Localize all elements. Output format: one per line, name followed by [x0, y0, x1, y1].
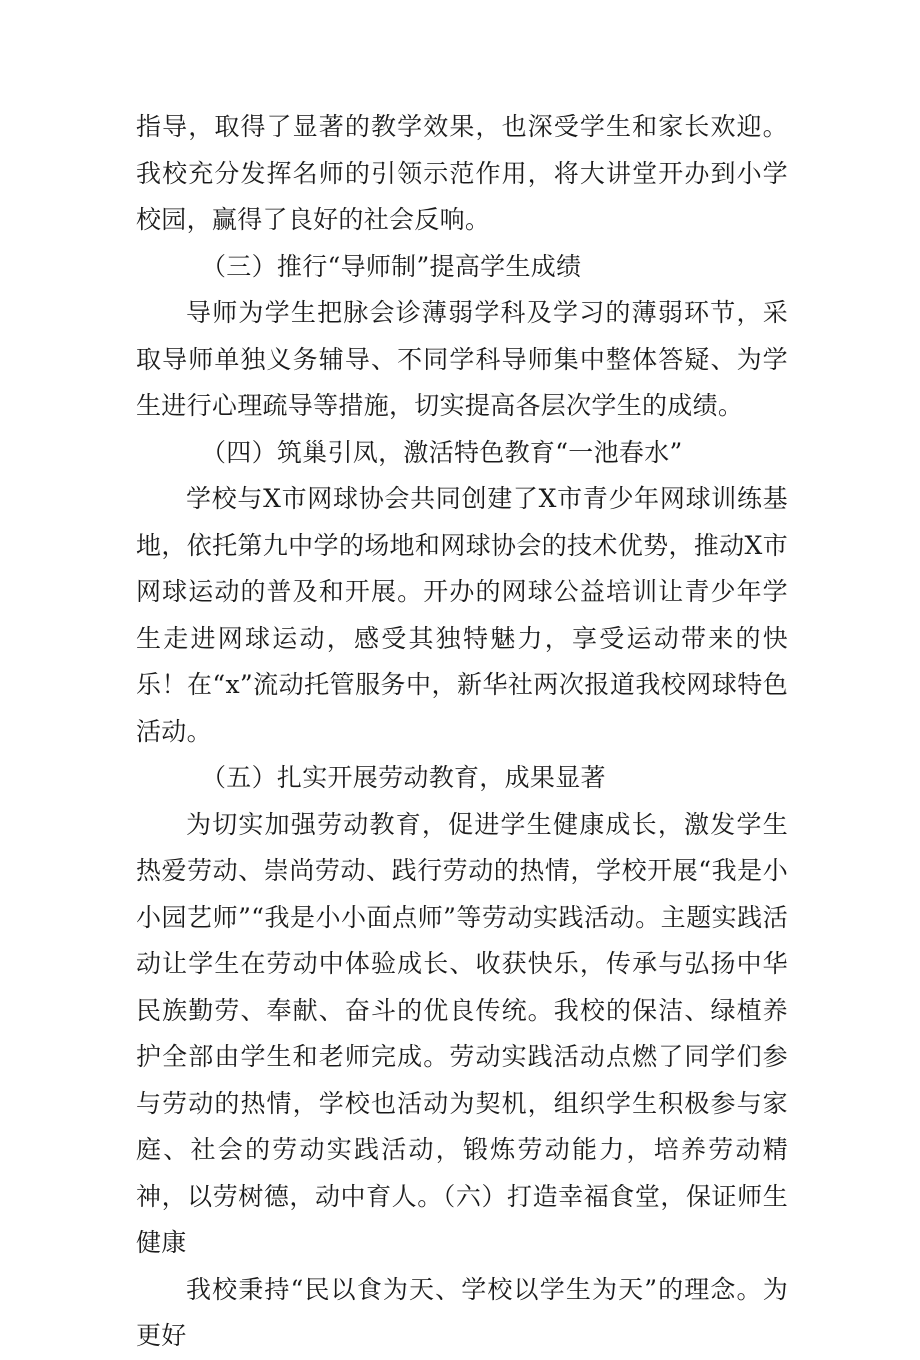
section-heading-4: （四）筑巢引凤，激活特色教育“一池春水” — [201, 437, 683, 467]
document-page — [136, 104, 788, 1360]
section-heading-3: （三）推行“导师制”提高学生成绩 — [201, 251, 582, 281]
body-paragraph: 指导，取得了显著的教学效果，也深受学生和家长欢迎。我校充分发挥名师的引领示范作用，将大讲堂开办到小学校园，赢得了良好的社会反响。 — [136, 112, 788, 234]
body-paragraph: 导师为学生把脉会诊薄弱学科及学习的薄弱环节，采取导师单独义务辅导、不同学科导师集中整体答疑、为学生进行心理疏导等措施，切实提高各层次学生的成绩。 — [136, 298, 788, 420]
section-heading-5: （五）扎实开展劳动教育，成果显著 — [201, 763, 606, 792]
body-paragraph: 我校秉持“民以食为天、学校以学生为天”的理念。为更好 — [136, 1274, 788, 1350]
body-paragraph: 为切实加强劳动教育，促进学生健康成长，激发学生热爱劳动、崇尚劳动、践行劳动的热情，学校开展“我是小小园艺师”“我是小小面点师”等劳动实践活动。主题实践活动让学生在劳动中体验成长、收获快乐，传承与弘扬中华民族勤劳、奉献、奋斗的优良传统。我校的保洁、绿植养护全部由学生和老师完成。劳动实践活动点燃了同学们参与劳动的热情，学校也活动为契机，组织学生积极参与家庭、社会的劳动实践活动，锻炼劳动能力，培养劳动精神，以劳树德，动中育人。（六）打造幸福食堂，保证师生健康 — [136, 809, 788, 1257]
body-paragraph: 学校与X市网球协会共同创建了X市青少年网球训练基地，依托第九中学的场地和网球协会的技术优势，推动X市网球运动的普及和开展。开办的网球公益培训让青少年学生走进网球运动，感受其独特魅力，享受运动带来的快乐！在“x”流动托管服务中，新华社两次报道我校网球特色活动。 — [136, 484, 788, 746]
